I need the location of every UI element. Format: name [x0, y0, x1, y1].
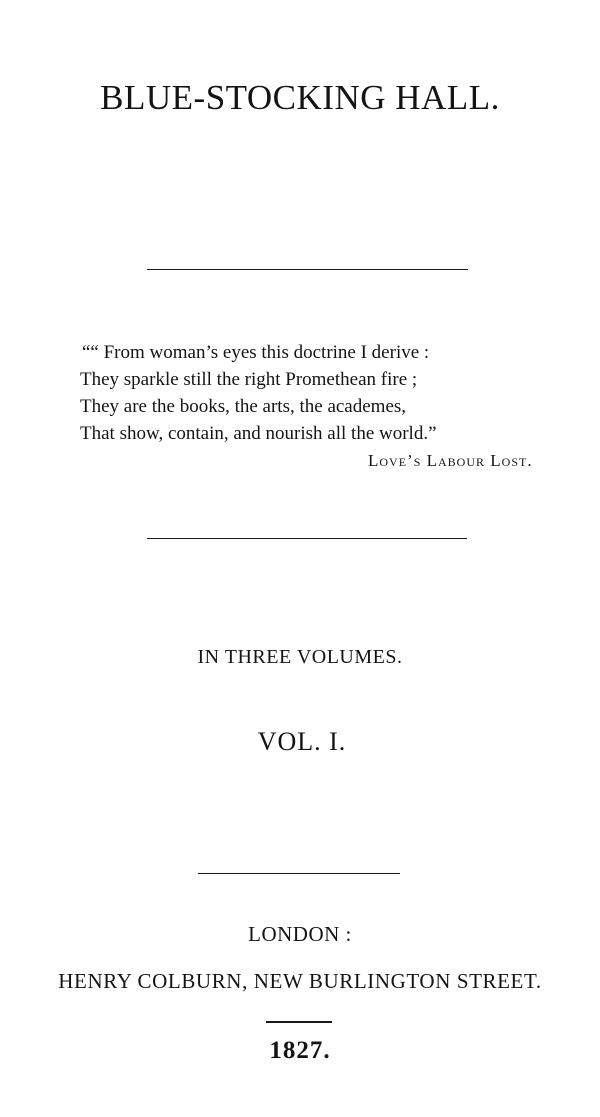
epigraph-line: ““ From woman’s eyes this doctrine I derive : — [82, 342, 430, 363]
divider-rule-middle — [147, 538, 467, 539]
imprint-year: 1827. — [269, 1037, 331, 1064]
divider-rule-top — [147, 269, 468, 270]
volumes-note: IN THREE VOLUMES. — [197, 646, 403, 668]
divider-rule-lower — [198, 873, 400, 874]
epigraph-attribution: Love’s Labour Lost. — [368, 451, 533, 470]
epigraph-line: They are the books, the arts, the academes, — [80, 396, 407, 417]
epigraph-line: They sparkle still the right Promethean fire ; — [80, 369, 418, 390]
imprint-city: LONDON : — [248, 922, 352, 946]
divider-rule-short — [266, 1021, 332, 1023]
epigraph — [80, 339, 580, 447]
epigraph-line: That show, contain, and nourish all the world.” — [80, 423, 437, 444]
imprint-publisher: HENRY COLBURN, NEW BURLINGTON STREET. — [58, 969, 542, 993]
book-title: BLUE-STOCKING HALL. — [100, 78, 500, 117]
volume-number: VOL. I. — [257, 727, 347, 756]
